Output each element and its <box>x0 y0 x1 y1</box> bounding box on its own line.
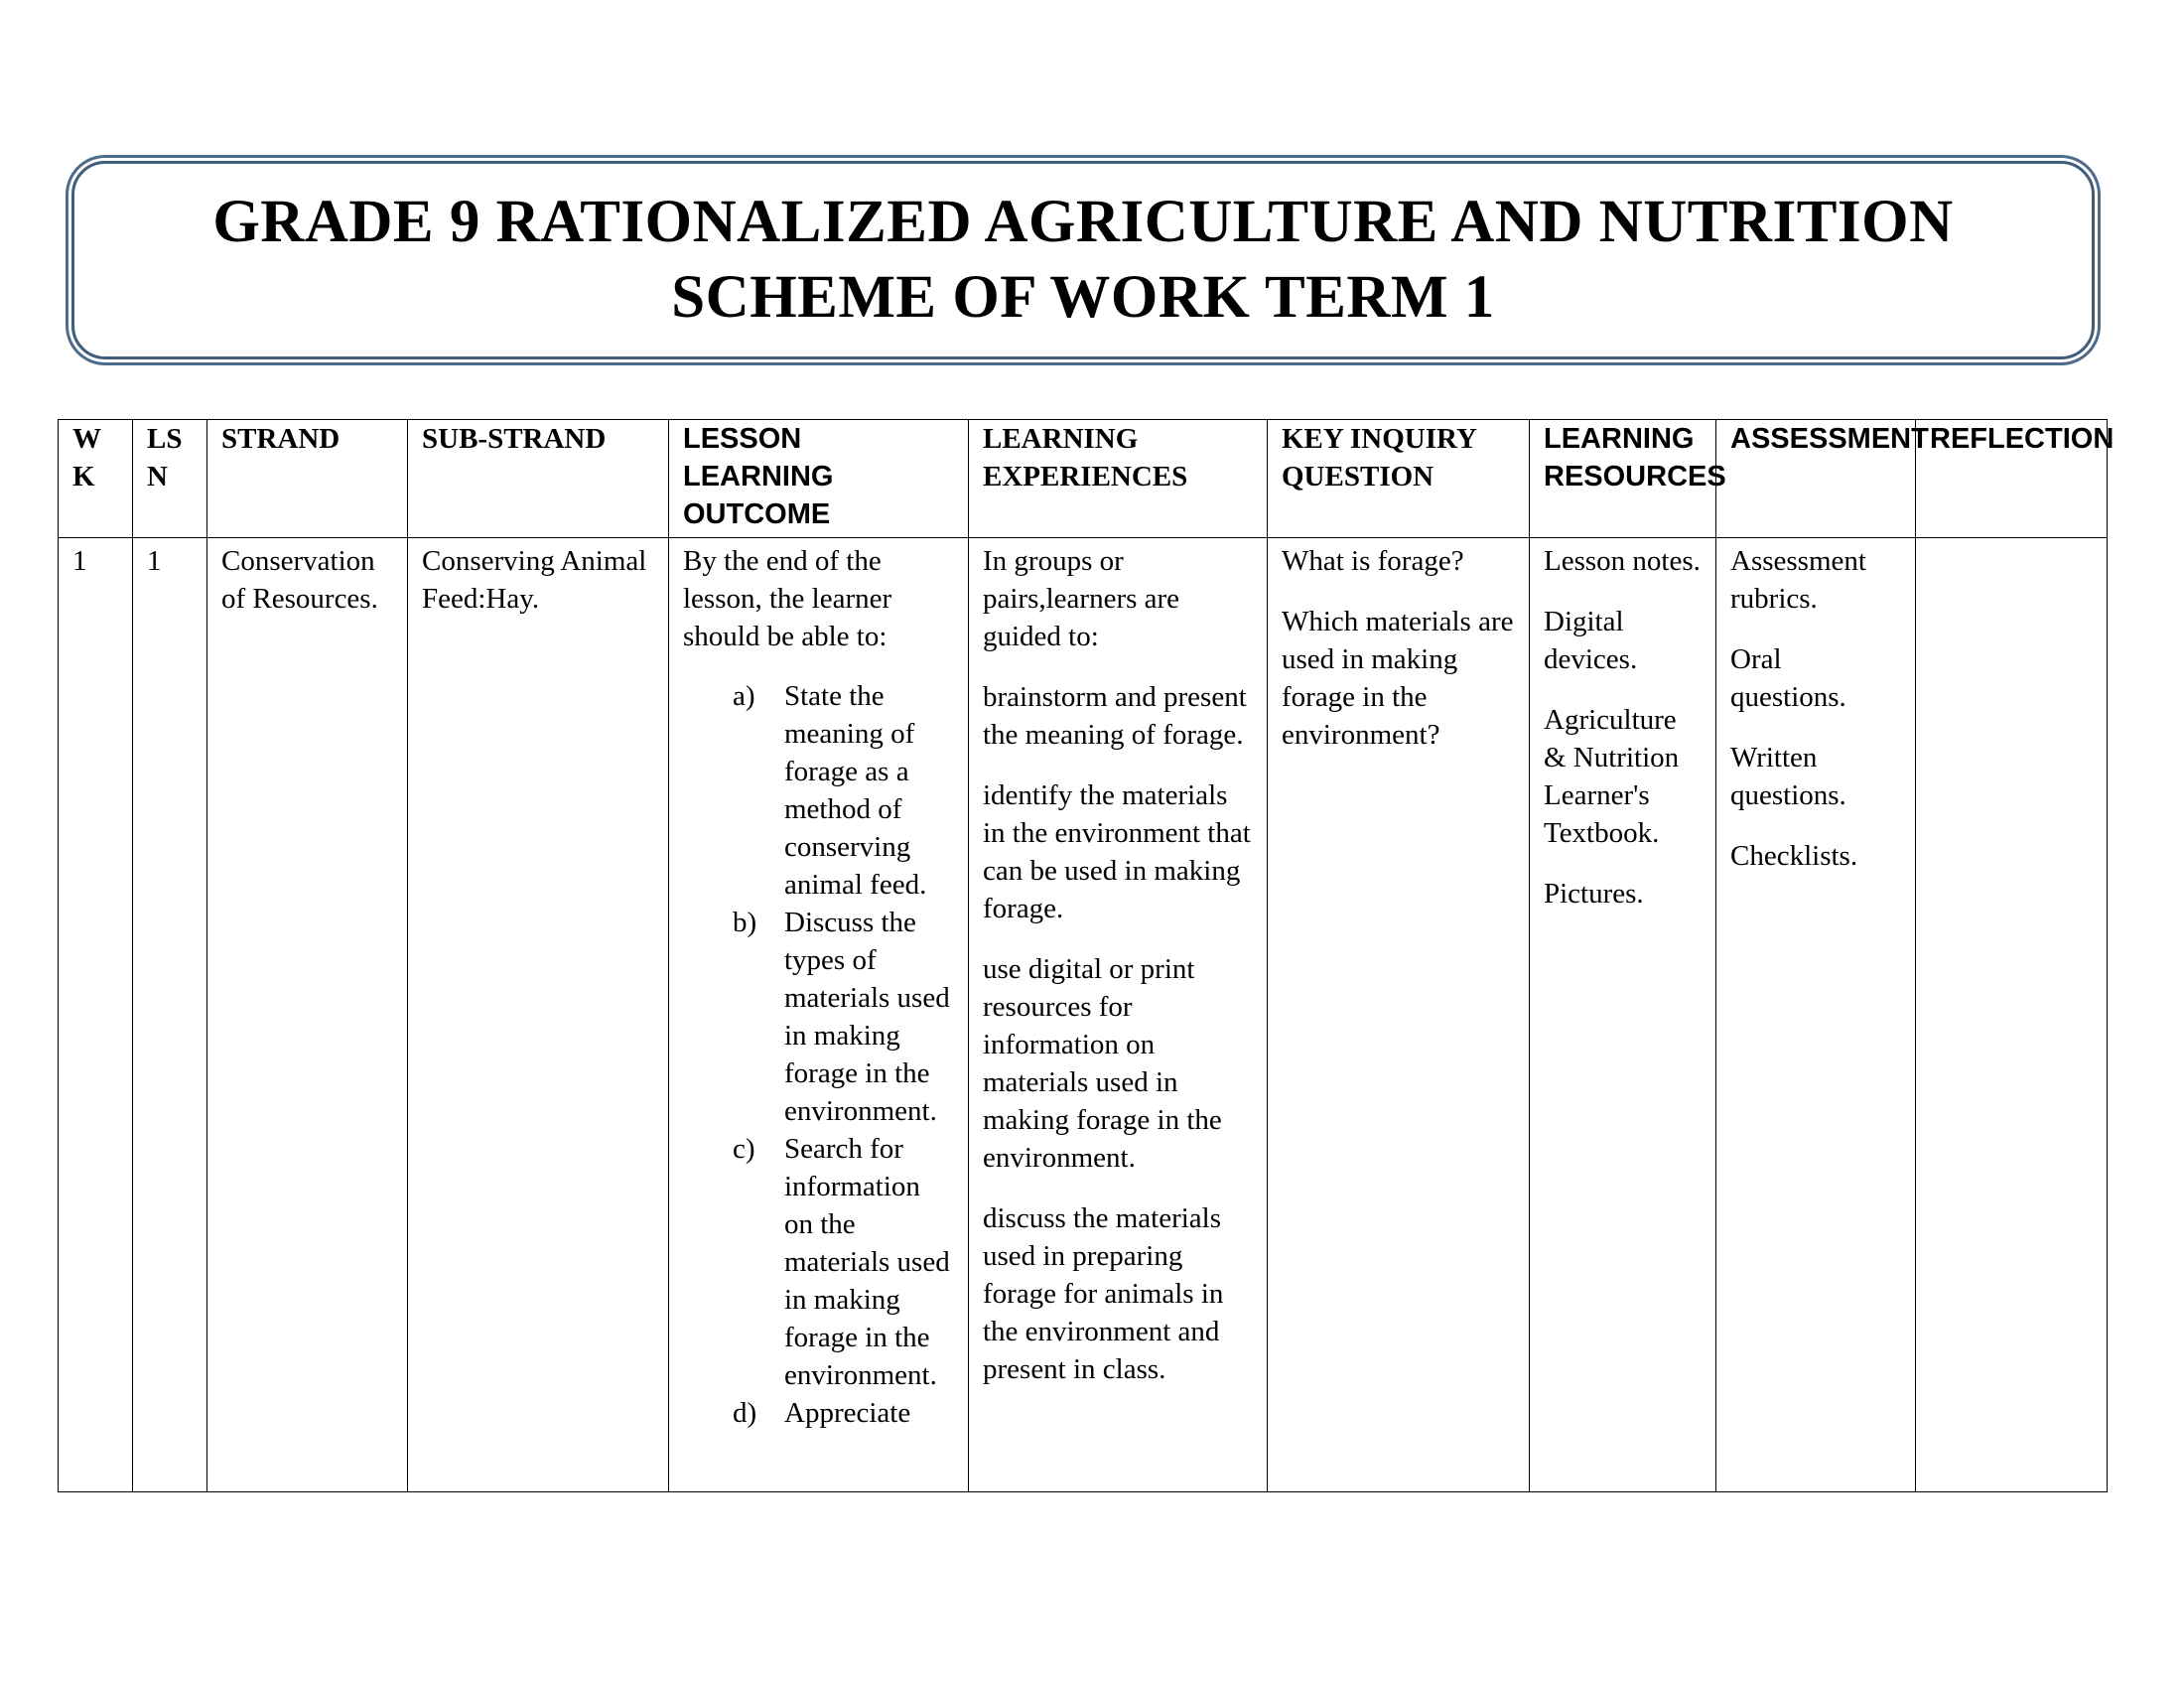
table-header-row <box>59 420 2108 538</box>
outcome-text: Appreciate <box>784 1397 911 1429</box>
cell-reflection <box>1916 538 2108 1492</box>
header-wk: W K <box>59 420 133 538</box>
assessment-item: Assessment rubrics. <box>1730 545 1866 615</box>
cell-lesson-outcome <box>669 538 969 1492</box>
header-substrand: SUB-STRAND <box>408 420 669 538</box>
experience-paragraph: In groups or pairs,learners are guided to: <box>983 545 1180 652</box>
inquiry-question: What is forage? <box>1282 545 1464 577</box>
outcome-text: State the meaning of forage as a method of conserving animal feed. <box>784 680 927 901</box>
list-item <box>683 1394 954 1432</box>
outcome-label: d) <box>733 1397 757 1429</box>
cell-wk: 1 <box>59 538 133 1492</box>
header-reflection: REFLECTION <box>1916 420 2108 538</box>
resource-item: Digital devices. <box>1544 606 1638 675</box>
cell-substrand: Conserving Animal Feed:Hay. <box>408 538 669 1492</box>
experience-paragraph: identify the materials in the environment that can be used in making forage. <box>983 779 1251 924</box>
cell-key-inquiry <box>1268 538 1530 1492</box>
cell-learning-experiences <box>969 538 1268 1492</box>
outcome-text: Search for information on the materials used in making forage in the environment. <box>784 1133 950 1391</box>
cell-learning-resources <box>1530 538 1716 1492</box>
outcome-list <box>683 677 954 1432</box>
outcome-label: a) <box>733 680 755 712</box>
assessment-item: Checklists. <box>1730 840 1858 872</box>
cell-lsn: 1 <box>133 538 207 1492</box>
resource-item: Agriculture & Nutrition Learner's Textbook. <box>1544 704 1680 849</box>
list-item <box>683 677 954 904</box>
table-row <box>59 538 2108 1492</box>
experience-paragraph: use digital or print resources for information on materials used in making forage in the environment. <box>983 953 1222 1174</box>
inquiry-question: Which materials are used in making forage in the environment? <box>1282 606 1514 751</box>
header-assessment: ASSESSMENT <box>1716 420 1916 538</box>
experience-paragraph: brainstorm and present the meaning of forage. <box>983 681 1247 751</box>
cell-assessment <box>1716 538 1916 1492</box>
resource-item: Pictures. <box>1544 878 1644 910</box>
outcome-text: Discuss the types of materials used in making forage in the environment. <box>784 907 950 1127</box>
document-title-line-1: GRADE 9 RATIONALIZED AGRICULTURE AND NUTRITION <box>212 189 1954 255</box>
outcome-label: c) <box>733 1133 755 1165</box>
list-item <box>683 1130 954 1394</box>
experience-paragraph: discuss the materials used in preparing forage for animals in the environment and present in class. <box>983 1202 1224 1385</box>
header-key-inquiry: KEY INQUIRY QUESTION <box>1268 420 1530 538</box>
header-strand: STRAND <box>207 420 408 538</box>
assessment-item: Oral questions. <box>1730 643 1846 713</box>
scheme-of-work-table <box>58 419 2115 1492</box>
header-learning-resources: LEARNING RESOURCES <box>1530 420 1716 538</box>
header-lsn: LS N <box>133 420 207 538</box>
header-learning-experiences: LEARNING EXPERIENCES <box>969 420 1268 538</box>
title-banner <box>71 161 2095 359</box>
header-lesson-outcome: LESSON LEARNING OUTCOME <box>669 420 969 538</box>
assessment-item: Written questions. <box>1730 742 1846 811</box>
outcome-label: b) <box>733 907 757 938</box>
document-title-line-2: SCHEME OF WORK TERM 1 <box>671 264 1495 331</box>
list-item <box>683 904 954 1130</box>
cell-strand: Conservation of Resources. <box>207 538 408 1492</box>
outcome-intro: By the end of the lesson, the learner should be able to: <box>683 545 892 652</box>
resource-item: Lesson notes. <box>1544 545 1701 577</box>
